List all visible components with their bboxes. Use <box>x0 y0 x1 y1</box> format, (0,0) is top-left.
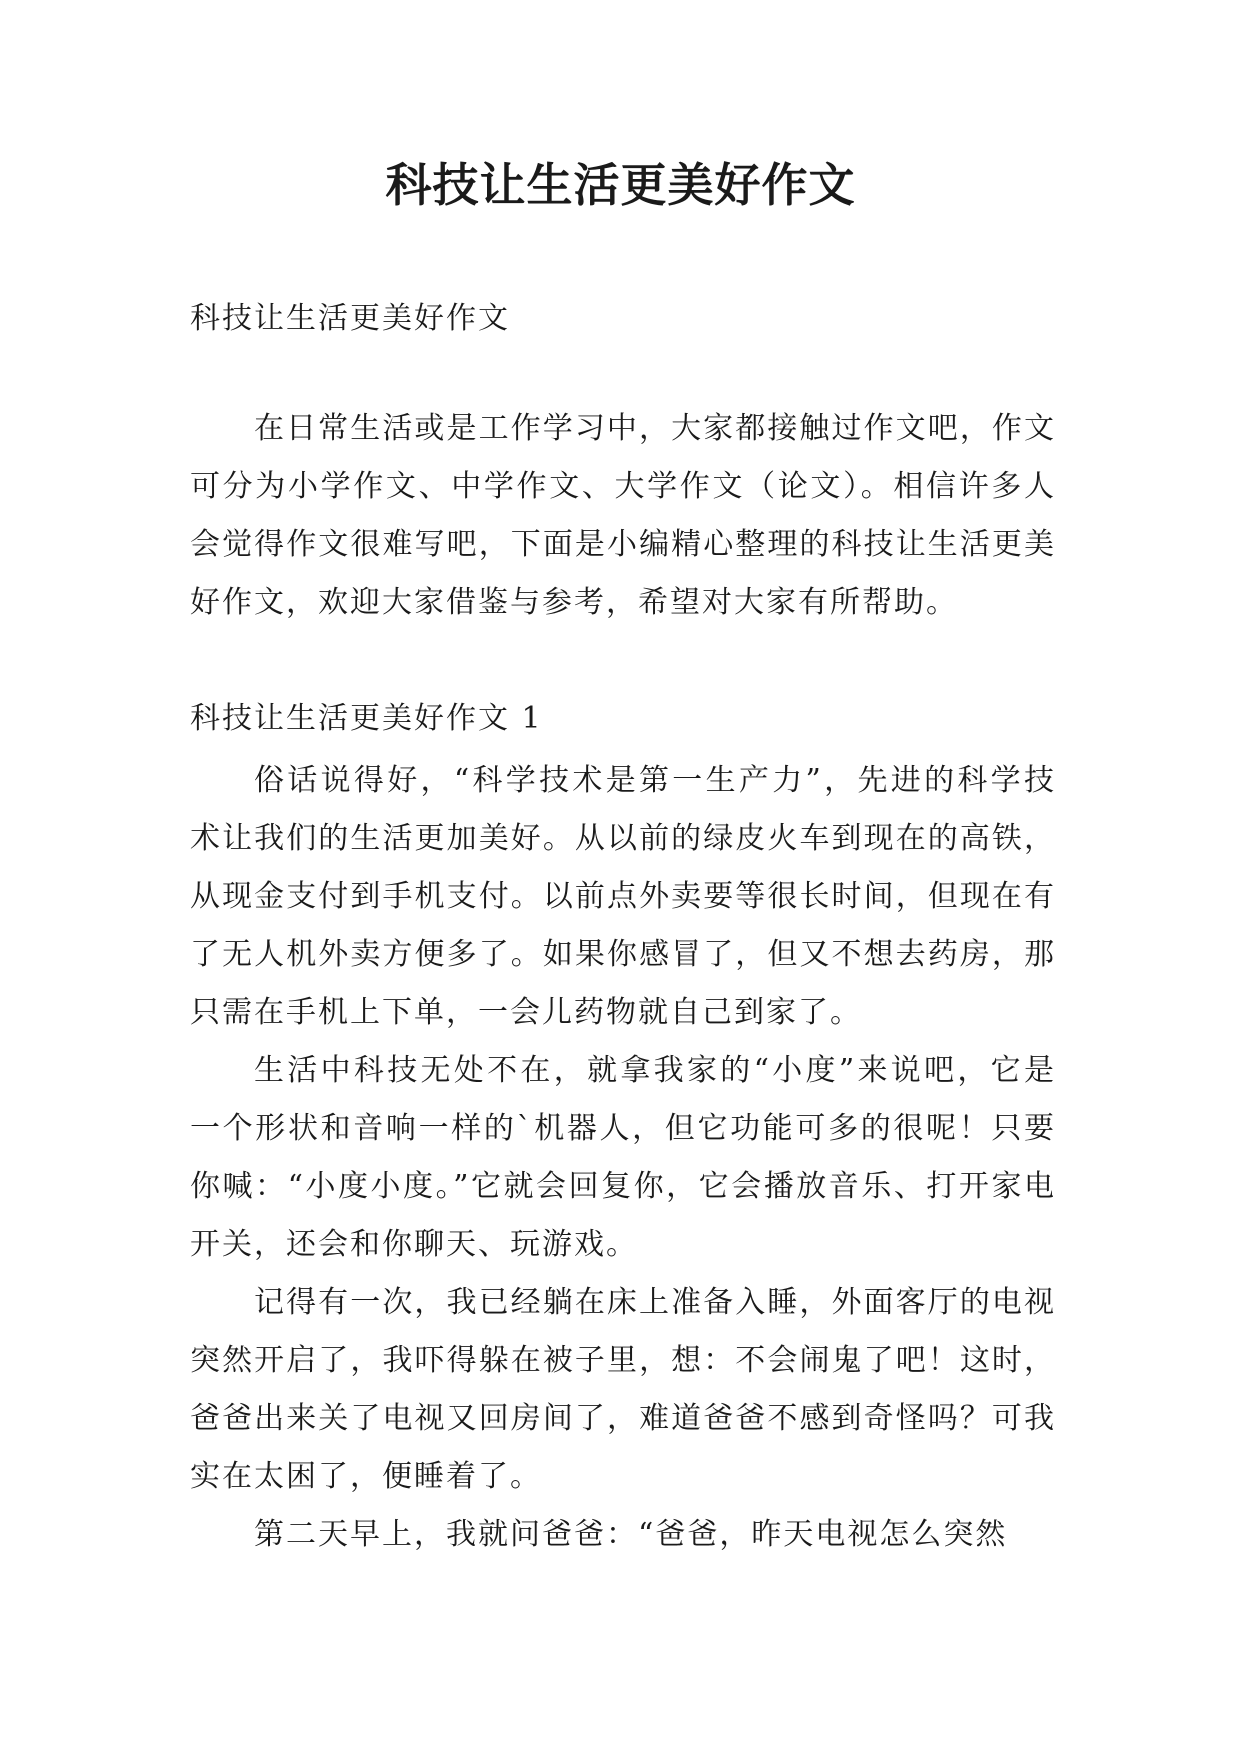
intro-paragraph: 在日常生活或是工作学习中，大家都接触过作文吧，作文可分为小学作文、中学作文、大学作文（论文）。相信许多人会觉得作文很难写吧，下面是小编精心整理的科技让生活更美好作文，欢迎大家借鉴与参考，希望对大家有所帮助。 <box>190 411 1056 620</box>
essay-1-body <box>190 752 1056 1564</box>
essay-paragraph: 俗话说得好，“科学技术是第一生产力”，先进的科学技术让我们的生活更加美好。从以前的绿皮火车到现在的高铁，从现金支付到手机支付。以前点外卖要等很长时间，但现在有了无人机外卖方便多了。如果你感冒了，但又不想去药房，那只需在手机上下单，一会儿药物就自己到家了。 <box>190 763 1056 1030</box>
essay-1-heading: 科技让生活更美好作文 1 <box>190 701 543 736</box>
essay-paragraph: 第二天早上，我就问爸爸：“爸爸，昨天电视怎么突然 <box>254 1517 1008 1552</box>
section-heading: 科技让生活更美好作文 <box>190 301 510 336</box>
document-title: 科技让生活更美好作文 <box>385 158 856 212</box>
essay-paragraph: 记得有一次，我已经躺在床上准备入睡，外面客厅的电视突然开启了，我吓得躲在被子里，想：不会闹鬼了吧！这时，爸爸出来关了电视又回房间了，难道爸爸不感到奇怪吗？可我实在太困了，便睡着了。 <box>190 1285 1056 1494</box>
essay-paragraph: 生活中科技无处不在，就拿我家的“小度”来说吧，它是一个形状和音响一样的`机器人，但它功能可多的很呢！只要你喊：“小度小度。”它就会回复你，它会播放音乐、打开家电开关，还会和你聊天、玩游戏。 <box>190 1053 1056 1262</box>
